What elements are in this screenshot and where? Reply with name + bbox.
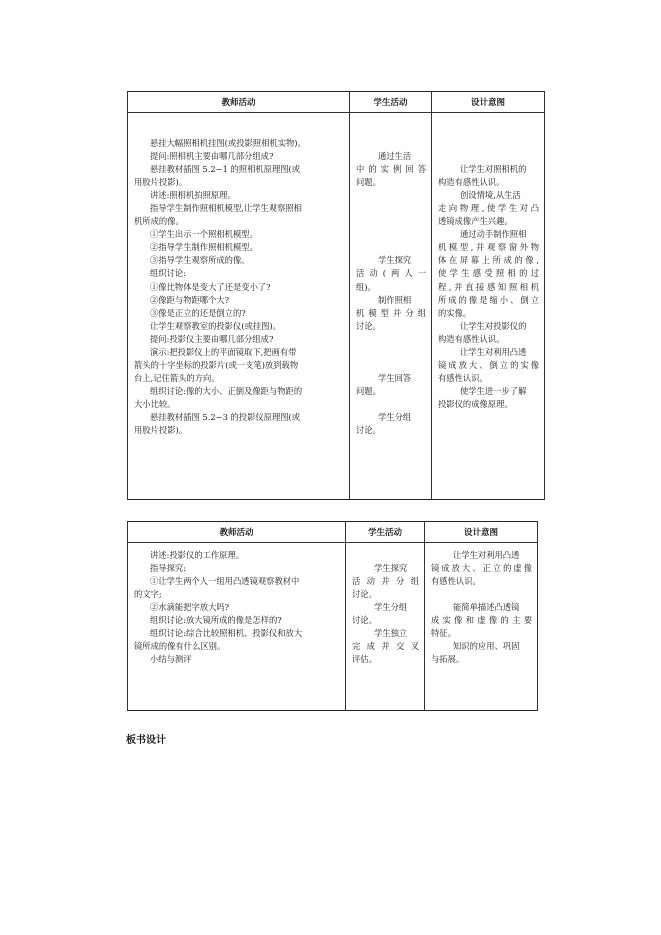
cell-line: 问题。 <box>356 385 381 396</box>
cell-line <box>356 398 426 411</box>
cell-line: 组织讨论: <box>150 268 186 279</box>
cell-line: 小结与测评 <box>150 654 192 665</box>
cell-line: 学生探究 <box>378 255 412 266</box>
cell-line: 知识的应用、巩固 <box>453 641 520 652</box>
cell-line: 与拓展。 <box>431 654 465 665</box>
cell-line: 制作照相 <box>378 294 412 305</box>
cell-line: 大小比较。 <box>134 398 176 409</box>
cell-line: 机模型并分组 <box>356 307 426 318</box>
cell-line: ①学生出示一个照相机模型。 <box>150 229 258 240</box>
design-intent-cell <box>432 113 545 500</box>
header-student-activity: 学生活动 <box>350 92 432 113</box>
cell-line: 讲述:照相机拍照原理。 <box>150 190 236 201</box>
cell-line <box>431 588 532 601</box>
cell-line: 的实像。 <box>438 307 472 318</box>
cell-line: 使学生感受照相的过 <box>438 268 539 279</box>
cell-line: 走向物理,使学生对凸 <box>438 203 539 214</box>
cell-line: 学生回答 <box>378 372 412 383</box>
cell-line <box>356 228 426 241</box>
table-row <box>128 113 545 500</box>
cell-line: 学生分组 <box>378 411 412 422</box>
cell-line: 机所成的像。 <box>134 216 184 227</box>
cell-line: 提问:照相机主要由哪几部分组成? <box>150 151 274 162</box>
cell-line: 镜所成的像有什么区别。 <box>134 641 226 652</box>
cell-line: 组织讨论:像的大小、正倒及像距与物距的 <box>150 385 303 396</box>
cell-line <box>438 137 539 150</box>
cell-line: 用胶片投影)。 <box>134 425 188 436</box>
cell-line: 通过动手制作照相 <box>460 229 527 240</box>
cell-line: 投影仪的成像原理。 <box>438 398 513 409</box>
cell-line: 中的实例回答 <box>356 164 426 175</box>
student-activity-cell <box>350 113 432 500</box>
cell-line: 学生探究 <box>374 563 408 574</box>
cell-line: 组)。 <box>356 281 376 292</box>
header-design-intent: 设计意图 <box>432 92 545 113</box>
cell-line: ①像比物体是变大了还是变小了? <box>150 281 271 292</box>
cell-line <box>356 189 426 202</box>
cell-line: 活动(两人一 <box>356 268 426 279</box>
header-teacher-activity: 教师活动 <box>128 522 346 543</box>
table-header-row <box>128 522 538 543</box>
cell-line: 讲述:投影仪的工作原理。 <box>150 550 245 560</box>
cell-line <box>352 549 419 562</box>
cell-line: 箭头的十字坐标的投影片(或一支笔)放到载物 <box>134 359 299 370</box>
cell-line: 悬挂大幅照相机挂图(或投影照相机实物)。 <box>150 138 306 148</box>
cell-line: 程,并直接感知照相机 <box>438 281 539 292</box>
cell-line: 通过生活 <box>378 151 412 162</box>
cell-line: 构造有感性认识。 <box>438 333 505 344</box>
cell-line: 悬挂教材插图 5.2−3 的投影仪原理图(或 <box>150 411 301 422</box>
cell-line: 学生分组 <box>374 602 408 613</box>
cell-line: 问题。 <box>356 177 381 188</box>
cell-line: 让学生对投影仪的 <box>460 320 527 331</box>
cell-line: 镜成放大、倒立的实像 <box>438 359 539 370</box>
cell-line: 完成并交叉 <box>352 641 419 652</box>
cell-line: 用胶片投影)。 <box>134 177 188 188</box>
cell-line: 让学生观察教室的投影仪(或挂图)。 <box>150 320 281 331</box>
cell-line: 学生独立 <box>374 628 408 639</box>
cell-line: 讨论。 <box>352 589 377 600</box>
cell-line: 评估。 <box>352 654 377 665</box>
cell-line: 提问:投影仪主要由哪几部分组成? <box>150 333 274 344</box>
cell-line: ③指导学生观察所成的像。 <box>150 255 250 266</box>
cell-line: 指导探究: <box>150 563 186 574</box>
cell-line <box>356 241 426 254</box>
teacher-activity-cell <box>128 543 346 711</box>
table-row <box>128 543 538 711</box>
cell-line: ③像是正立的还是倒立的? <box>150 307 246 318</box>
cell-line: 体在屏幕上所成的像, <box>438 255 539 266</box>
cell-line: 能简单描述凸透镜 <box>453 602 520 613</box>
cell-line <box>356 202 426 215</box>
board-design-heading: 板书设计 <box>126 735 166 746</box>
cell-line: 台上,记住箭头的方向。 <box>134 372 220 383</box>
cell-line: 讨论。 <box>356 425 381 436</box>
cell-line: 悬挂教材插图 5.2−1 的照相机原理图(或 <box>150 164 301 175</box>
cell-line <box>356 346 426 359</box>
lesson-table-2 <box>127 521 538 711</box>
design-intent-cell <box>425 543 538 711</box>
cell-line: 讨论。 <box>356 320 381 331</box>
cell-line: 组织讨论:放大镜所成的像是怎样的? <box>150 615 282 626</box>
cell-line: 指导学生制作照相机模型,让学生观察照相 <box>150 203 302 214</box>
student-activity-cell <box>346 543 425 711</box>
cell-line: 镜成放大、正立的虚像 <box>431 563 532 574</box>
cell-line: ②像距与物距哪个大? <box>150 294 230 305</box>
header-student-activity: 学生活动 <box>346 522 425 543</box>
cell-line <box>356 333 426 346</box>
cell-line: 演示:把投影仪上的平面镜取下,把画有带 <box>150 346 297 357</box>
cell-line: ②指导学生制作照相机模型。 <box>150 242 258 253</box>
table-header-row <box>128 92 545 113</box>
cell-line: ①让学生两个人一组用凸透镜观察教材中 <box>150 576 300 587</box>
cell-line <box>356 215 426 228</box>
cell-line: 透镜成像产生兴趣。 <box>438 216 513 227</box>
lesson-table-1 <box>127 91 545 500</box>
cell-line: ②水滴能把字放大吗? <box>150 602 230 613</box>
cell-line: 创设情境,从生活 <box>460 190 521 201</box>
header-design-intent: 设计意图 <box>425 522 538 543</box>
cell-line: 有感性认识。 <box>431 576 481 587</box>
cell-line: 组织讨论:综合比较照相机、投影仪和放大 <box>150 628 303 639</box>
cell-line: 的文字; <box>134 589 162 600</box>
cell-line: 机模型,并观察窗外物 <box>438 242 539 253</box>
cell-line: 使学生进一步了解 <box>460 385 527 396</box>
cell-line: 讨论。 <box>352 615 377 626</box>
cell-line <box>356 359 426 372</box>
cell-line: 所成的像是缩小、倒立 <box>438 294 539 305</box>
cell-line: 成实像和虚像的主要 <box>431 615 532 626</box>
cell-line: 让学生对照相机的 <box>460 164 527 175</box>
cell-line: 构造有感性认识。 <box>438 177 505 188</box>
header-teacher-activity: 教师活动 <box>128 92 350 113</box>
cell-line: 让学生对利用凸透 <box>460 346 527 357</box>
teacher-activity-cell <box>128 113 350 500</box>
cell-line: 有感性认识。 <box>438 372 488 383</box>
cell-line: 特征。 <box>431 628 456 639</box>
cell-line <box>438 150 539 163</box>
cell-line: 活动并分组 <box>352 576 419 587</box>
cell-line <box>356 137 426 150</box>
cell-line: 让学生对利用凸透 <box>453 550 520 560</box>
